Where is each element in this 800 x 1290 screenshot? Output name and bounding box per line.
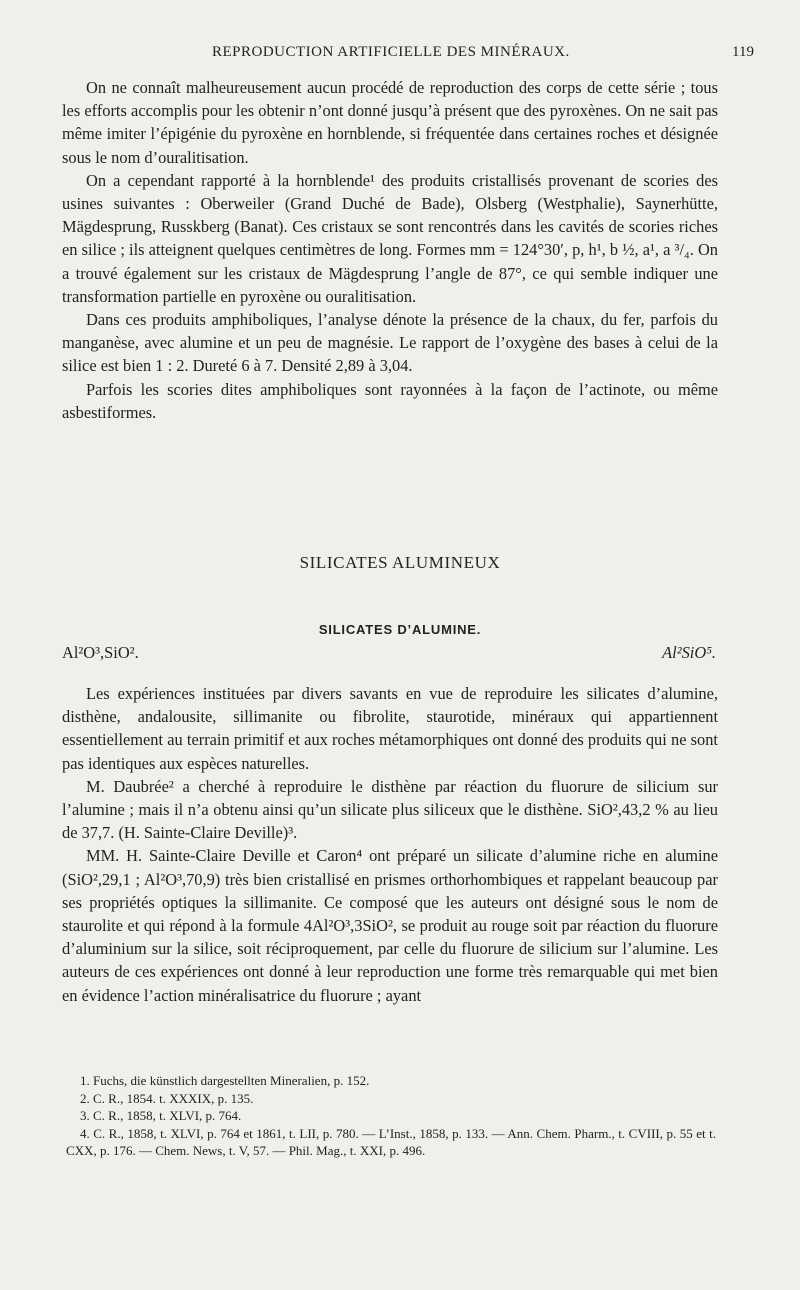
footnote: 4. C. R., 1858, t. XLVI, p. 764 et 1861, t. LII, p. 780. — L’Inst., 1858, p. 133. — Ann. Chem. Pharm., t. CVIII, p. 55 et t. CXX, p. 176. — Chem. News, t. V, 57. — Phil. Mag., t. XXI, p. 496. <box>66 1125 716 1159</box>
footnote: 1. Fuchs, die künstlich dargestellten Mineralien, p. 152. <box>80 1073 370 1088</box>
footnotes <box>66 1072 716 1160</box>
paragraph: On a cependant rapporté à la hornblende¹ des produits cristallisés provenant de scories des usines suivantes : Oberweiler (Grand Duché de Bade), Olsberg (Westphalie), Saynerhütte, Mägdesprung, Russkberg (Banat). Ces cristaux se sont rencontrés dans les cavités de scories riches en silice ; ils atteignent quelques centimètres de long. Formes mm = 124°30′, p, h¹, b ½, a¹, a ³/₄. On a trouvé également sur les cristaux de Mägdesprung l’angle de 87°, ce qui semble indiquer une transformation partielle en pyroxène ou ouralitisation. <box>62 170 718 306</box>
paragraph: On ne connaît malheureusement aucun procédé de reproduction des corps de cette série ; tous les efforts accomplis pour les obtenir n’ont donné jusqu’à présent que des pyroxènes. On ne sait pas même imiter l’épigénie du pyroxène en hornblende, si fréquentée dans certaines roches et désignée sous le nom d’ouralitisation. <box>62 78 718 167</box>
body-text-top <box>62 76 718 424</box>
subsection-heading: SILICATES D’ALUMINE. <box>318 622 482 637</box>
paragraph: Parfois les scories dites amphiboliques sont rayonnées à la façon de l’actinote, ou même asbestiformes. <box>62 379 718 422</box>
paragraph: MM. H. Sainte-Claire Deville et Caron⁴ ont préparé un silicate d’alumine riche en alumine (SiO²,29,1 ; Al²O³,70,9) très bien cristallisé en prismes orthorhombiques et rappelant beaucoup par ses propriétés optiques la sillimanite. Ce composé que les auteurs ont désigné sous le nom de staurolite et qui répond à la formule 4Al²O³,3SiO², se produit au rouge soit par réaction du fluorure d’aluminium sur la silice, soit réciproquement, par celle du fluorure de silicium sur l’alumine. Les auteurs de ces expériences ont donné à leur reproduction une forme très remarquable qui met bien en évidence l’action minéralisatrice du fluorure ; ayant <box>62 846 718 1005</box>
running-title: REPRODUCTION ARTIFICIELLE DES MINÉRAUX. <box>212 44 570 60</box>
paragraph: Dans ces produits amphiboliques, l’analyse dénote la présence de la chaux, du fer, parfois du manganèse, avec alumine et un peu de magnésie. Le rapport de l’oxygène des bases à celui de la silice est bien 1 : 2. Dureté 6 à 7. Densité 2,89 à 3,04. <box>62 310 718 376</box>
body-text-bottom <box>62 682 718 1007</box>
atomic-formula: Al²SiO⁵. <box>662 643 716 662</box>
footnote: 3. C. R., 1858, t. XLVI, p. 764. <box>80 1108 242 1124</box>
section-heading: SILICATES ALUMINEUX <box>299 553 501 572</box>
paragraph: M. Daubrée² a cherché à reproduire le disthène par réaction du fluorure de silicium sur l’alumine ; mais il n’a obtenu ainsi qu’un silicate plus siliceux que le disthène. SiO²,43,2 % au lieu de 37,7. (H. Sainte-Claire Deville)³. <box>62 776 718 843</box>
footnote: 2. C. R., 1854. t. XXXIX, p. 135. <box>80 1090 254 1106</box>
oxide-formula: Al²O³,SiO². <box>62 643 139 662</box>
paragraph: Les expériences instituées par divers savants en vue de reproduire les silicates d’alumine, disthène, andalousite, sillimanite ou fibrolite, staurotide, minéraux qui appartiennent essentiellement au terrain primitif et aux roches métamorphiques ont donné des produits qui ne sont pas identiques aux espèces naturelles. <box>62 684 718 773</box>
page-number: 119 <box>732 44 754 60</box>
running-header <box>62 44 760 68</box>
